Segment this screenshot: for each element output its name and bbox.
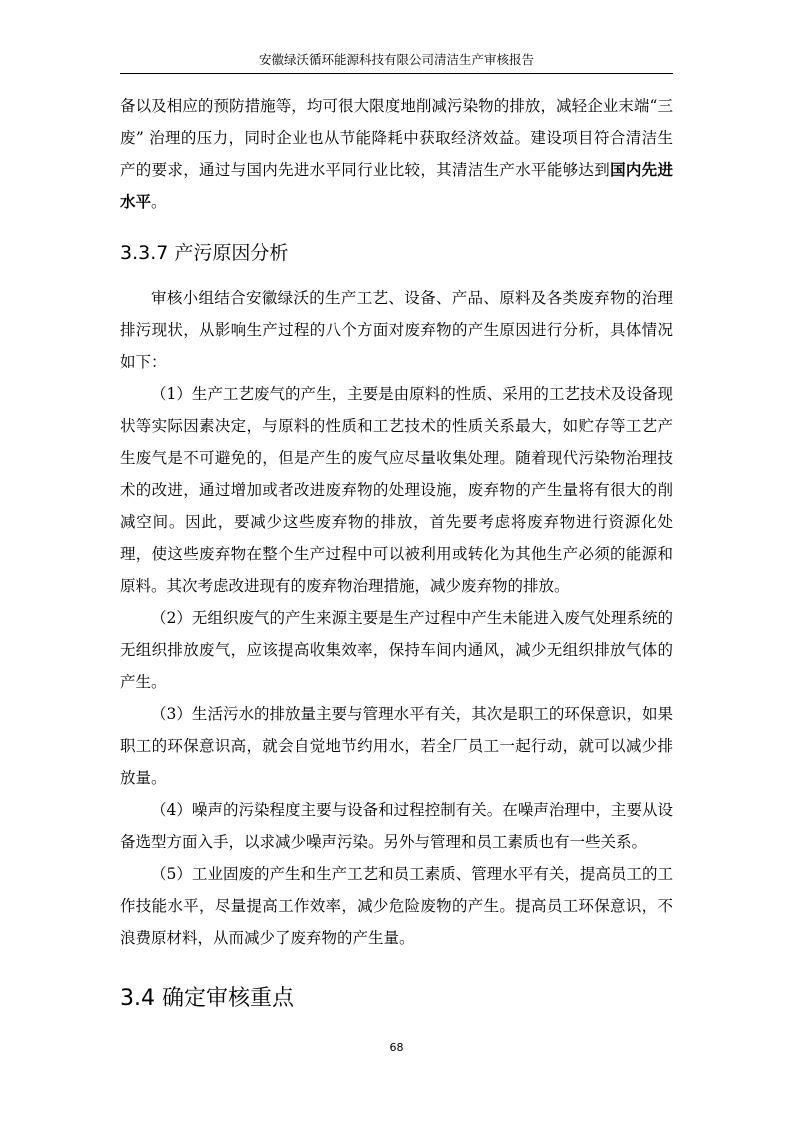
list-item: （2）无组织废气的产生来源主要是生产过程中产生未能进入废气处理系统的无组织排放废气，应该提高收集效率，保持车间内通风，减少无组织排放气体的产生。 bbox=[120, 609, 673, 691]
intro-emphasis: 国内先进水平 bbox=[120, 161, 673, 211]
running-header: 安徽绿沃循环能源科技有限公司清洁生产审核报告 bbox=[258, 52, 534, 67]
intro-paragraph bbox=[120, 90, 673, 218]
list-item: （5）工业固废的产生和生产工艺和员工素质、管理水平有关，提高员工的工作技能水平，尽量提高工作效率，减少危险废物的产生。提高员工环保意识，不浪费原材料，从而减少了废弃物的产生量。 bbox=[120, 865, 673, 947]
list-item: （4）噪声的污染程度主要与设备和过程控制有关。在噪声治理中，主要从设备选型方面入手，以求减少噪声污染。另外与管理和员工素质也有一些关系。 bbox=[120, 801, 673, 851]
section-heading-3-4: 3.4 确定审核重点 bbox=[120, 986, 294, 1011]
header-divider bbox=[120, 73, 673, 74]
intro-end: 。 bbox=[151, 193, 167, 211]
list-item: （1）生产工艺废气的产生，主要是由原料的性质、采用的工艺技术及设备现状等实际因素决定，与原料的性质和工艺技术的性质关系最大，如贮存等工艺产生废气是不可避免的，但是产生的废气应尽量收集处理。随着现代污染物治理技术的改进，通过增加或者改进废弃物的处理设施，废弃物的产生量将有很大的削减空间。因此，要减少这些废弃物的排放，首先要考虑将废弃物进行资源化处理，使这些废弃物在整个生产过程中可以被利用或转化为其他生产必须的能源和原料。其次考虑改进现有的废弃物治理措施，减少废弃物的排放。 bbox=[120, 385, 673, 595]
section-lead-paragraph: 审核小组结合安徽绿沃的生产工艺、设备、产品、原料及各类废弃物的治理排污现状，从影响生产过程的八个方面对废弃物的产生原因进行分析，具体情况如下： bbox=[120, 289, 673, 371]
list-item: （3）生活污水的排放量主要与管理水平有关，其次是职工的环保意识，如果职工的环保意识高，就会自觉地节约用水，若全厂员工一起行动，就可以减少排放量。 bbox=[120, 705, 673, 787]
intro-text: 备以及相应的预防措施等，均可很大限度地削减污染物的排放，减轻企业末端“三废” 治理的压力，同时企业也从节能降耗中获取经济效益。建设项目符合清洁生产的要求，通过与国内先进水平同行业比较，其清洁生产水平能够达到 bbox=[120, 97, 673, 179]
page-body bbox=[120, 90, 673, 1014]
page-number: 68 bbox=[389, 1041, 404, 1054]
section-heading-3-3-7: 3.3.7 产污原因分析 bbox=[120, 242, 289, 264]
